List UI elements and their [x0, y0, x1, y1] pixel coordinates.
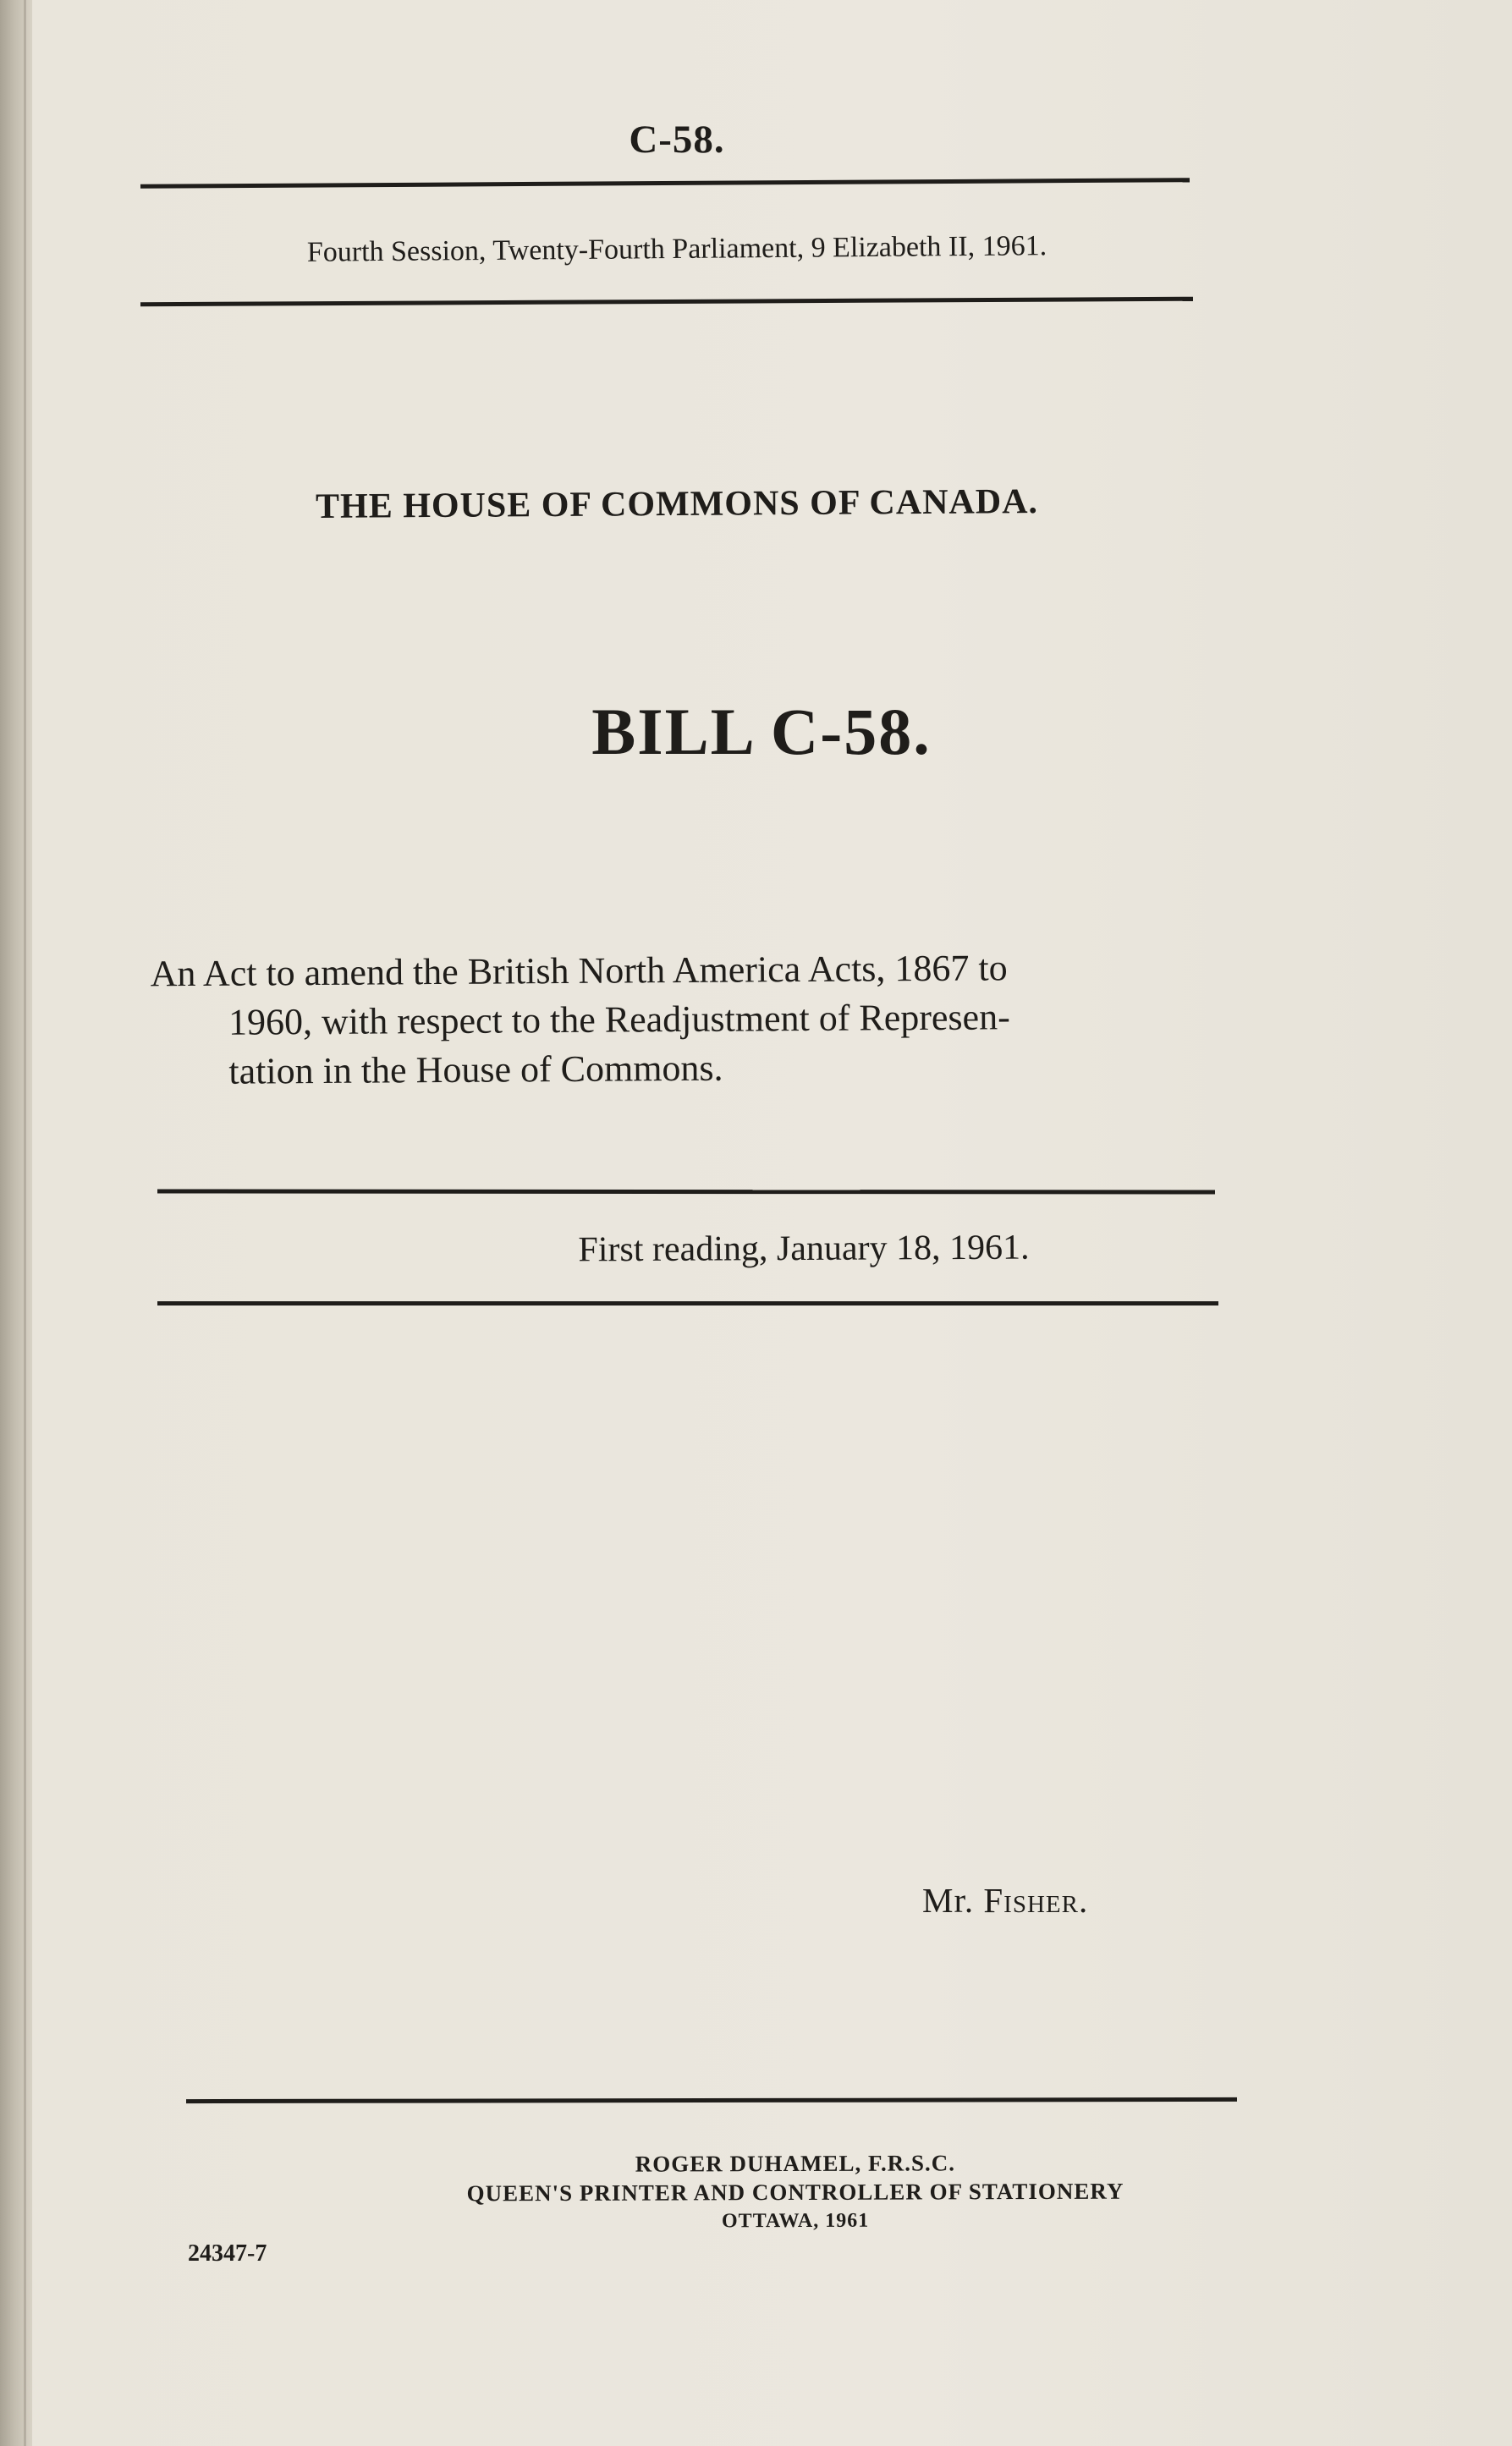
- binding-crease: [24, 0, 26, 2446]
- session-rule: [140, 297, 1193, 307]
- bill-number-header: C-58.: [629, 118, 725, 162]
- act-description: [150, 943, 1217, 1097]
- act-description-line-1: An Act to amend the British North America Acts, 1867 to: [150, 947, 1008, 995]
- printer-place: OTTAWA, 1961: [721, 2209, 870, 2233]
- printer-rule: [186, 2097, 1237, 2103]
- first-reading-line: First reading, January 18, 1961.: [578, 1228, 1030, 1270]
- printer-block: [254, 2147, 1337, 2237]
- binding-edge: [0, 0, 32, 2446]
- reading-top-rule: [157, 1189, 1215, 1194]
- reading-bottom-rule: [157, 1301, 1218, 1305]
- top-rule: [140, 178, 1190, 189]
- act-description-line-2: 1960, with respect to the Readjustment of Represen-: [228, 996, 1010, 1043]
- print-code: 24347-7: [188, 2240, 267, 2267]
- bill-title: BILL C-58.: [591, 695, 932, 768]
- house-heading: THE HOUSE OF COMMONS OF CANADA.: [315, 482, 1039, 526]
- act-description-line-3: tation in the House of Commons.: [228, 1047, 723, 1092]
- printer-name: ROGER DUHAMEL, F.R.S.C.: [635, 2150, 956, 2177]
- sponsor-name: [922, 1880, 1088, 1921]
- sponsor-prefix: Mr.: [922, 1881, 984, 1920]
- sponsor-surname: Fisher.: [983, 1881, 1089, 1920]
- session-line: Fourth Session, Twenty-Fourth Parliament, 9 Elizabeth II, 1961.: [306, 230, 1047, 268]
- printer-title: QUEEN'S PRINTER AND CONTROLLER OF STATIONERY: [466, 2178, 1124, 2207]
